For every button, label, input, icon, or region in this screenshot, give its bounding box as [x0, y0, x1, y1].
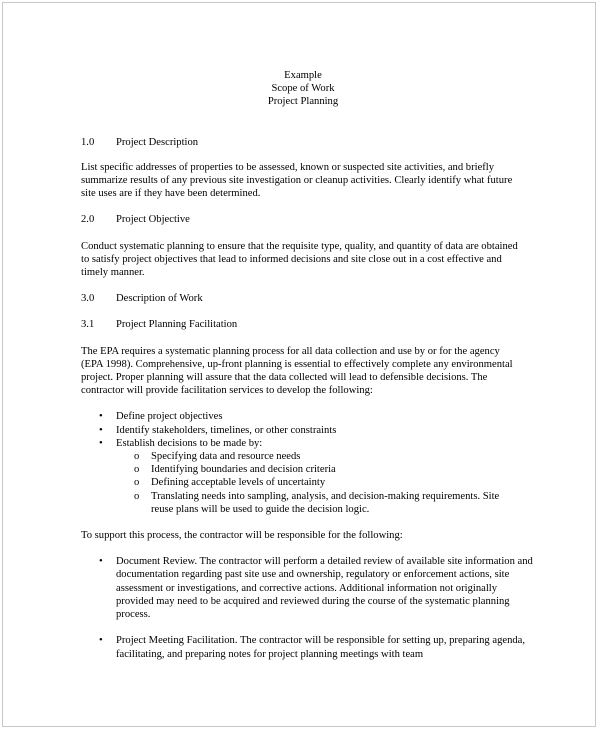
list-item: • Document Review. The contractor will perform a detailed review of available site information and documentation regarding past site use and ownership, regulatory or enforcement actions, site assessment or investigations, and corrective actions. Additional information not originally provided may need to be acquired and reviewed during the course of the systematic planning process. [99, 556, 533, 621]
list-item: • Project Meeting Facilitation. The contractor will be responsible for setting up, preparing agenda, facilitating, and preparing notes for project planning meetings with team [99, 635, 526, 660]
circle-bullet-icon: o [134, 477, 140, 489]
section-body-3-1: The EPA requires a systematic planning process for all data collection and use by or for the agency (EPA 1998). Comprehensive, up-front planning is essential to effectively complete any environmental project. Proper planning will assure that the data collected will lead to defensible decisions. The contractor will provide facilitation services to develop the following: [81, 345, 513, 397]
document-content [81, 69, 551, 661]
section-heading-3-1 [81, 318, 551, 331]
bullet-icon: • [99, 437, 103, 449]
section-number: 1.0 [81, 136, 95, 148]
bullet-icon: • [99, 411, 103, 423]
section-title: Project Objective [116, 214, 190, 226]
title-line-1: Example [284, 70, 322, 81]
circle-bullet-icon: o [134, 451, 140, 463]
sub-list-item: o Translating needs into sampling, analysis, and decision-making requirements. Site reuse plans will be used to guide the decision logic. [134, 490, 500, 515]
section-body-1: List specific addresses of properties to be assessed, known or suspected site activities, and briefly summarize results of any previous site investigation or cleanup activities. Clearly identify what future site uses are if they have been determined. [81, 161, 513, 200]
section-number: 2.0 [81, 214, 95, 226]
section-body-2: Conduct systematic planning to ensure that the requisite type, quality, and quantity of data are obtained to satisfy project objectives that lead to informed decisions and site close out in a cost effective and timely manner. [81, 240, 518, 279]
section-number: 3.1 [81, 319, 95, 331]
bullet-icon: • [99, 635, 103, 647]
section-title: Description of Work [116, 293, 203, 305]
list-item: • Establish decisions to be made by: o Specifying data and resource needs o Identifying boundaries and decision criteria o Defining acceptable levels of uncertainty o Translating needs into sampling, analysis, and decision-making requirements. Site reuse plans will be used to guide the decision logic. [81, 437, 551, 516]
section-heading-3 [81, 292, 551, 305]
sub-list-item: o Identifying boundaries and decision criteria [134, 464, 336, 476]
responsibilities-list [81, 555, 551, 660]
sub-list-item: o Defining acceptable levels of uncertainty [134, 477, 326, 489]
section-heading-1 [81, 136, 551, 149]
section-number: 3.0 [81, 293, 95, 305]
list-item: • Identify stakeholders, timelines, or other constraints [99, 424, 337, 436]
title-block [81, 69, 525, 109]
document-page [2, 2, 596, 727]
sub-list [116, 450, 551, 516]
support-intro: To support this process, the contractor will be responsible for the following: [81, 530, 403, 542]
section-heading-2 [81, 213, 551, 226]
title-line-3: Project Planning [267, 96, 339, 108]
title-line-2: Scope of Work [271, 83, 335, 95]
sub-list-item: o Specifying data and resource needs [134, 451, 301, 463]
objectives-list [81, 410, 551, 516]
bullet-icon: • [99, 424, 103, 436]
circle-bullet-icon: o [134, 464, 140, 476]
section-title: Project Planning Facilitation [116, 319, 238, 331]
bullet-icon: • [99, 556, 103, 568]
list-item: • Define project objectives [99, 411, 223, 423]
circle-bullet-icon: o [134, 490, 140, 502]
section-title: Project Description [116, 136, 199, 148]
